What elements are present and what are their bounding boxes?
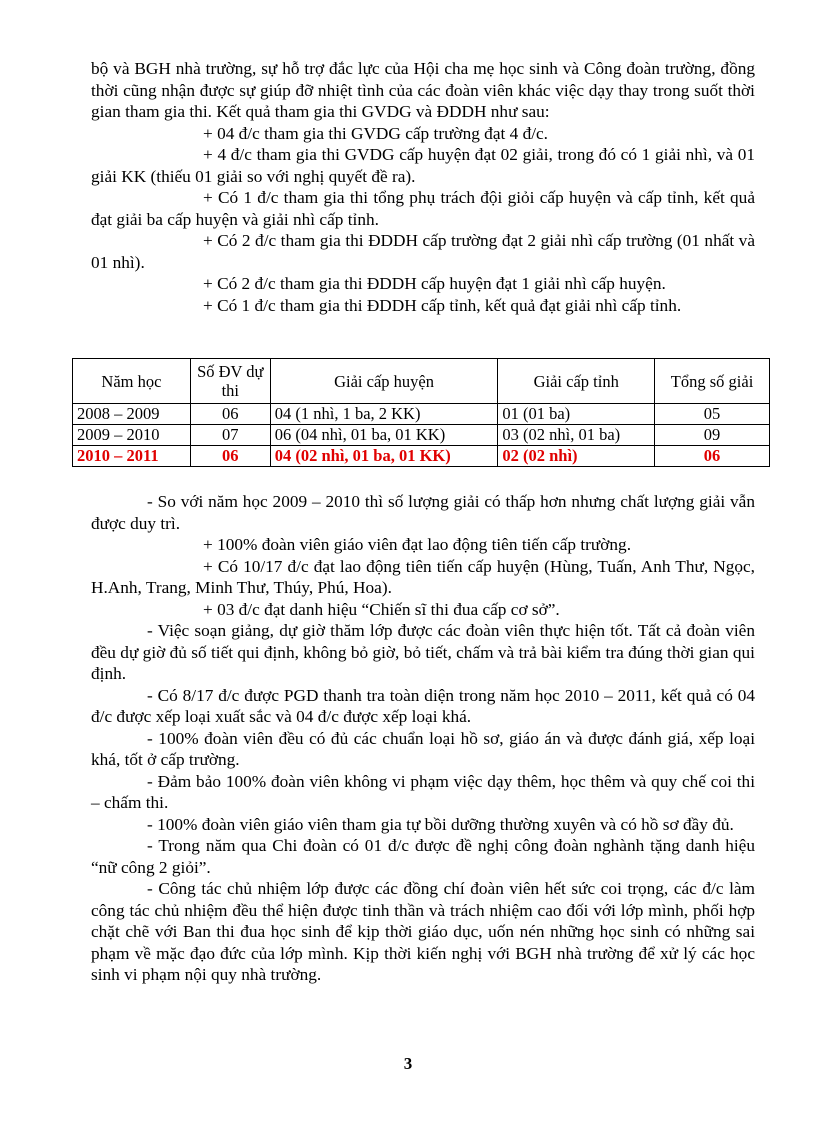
result-item: + Có 1 đ/c tham gia thi tổng phụ trách đội giỏi cấp huyện và cấp tỉnh, kết quả đạt giải ba cấp huyện và giải nhì cấp tỉnh. [91, 188, 755, 229]
paragraph: - 100% đoàn viên đều có đủ các chuẩn loại hồ sơ, giáo án và được đánh giá, xếp loại khá, tốt ở cấp trường. [91, 728, 755, 769]
table-row-highlighted [73, 446, 770, 467]
achievement-item: + Có 10/17 đ/c đạt lao động tiên tiến cấp huyện (Hùng, Tuấn, Anh Thư, Ngọc, H.Anh, Trang, Minh Thư, Thúy, Phú, Hoa). [91, 556, 755, 597]
cell-district: 04 (02 nhì, 01 ba, 01 KK) [270, 446, 498, 467]
result-item: + Có 2 đ/c tham gia thi ĐDDH cấp huyện đạt 1 giải nhì cấp huyện. [203, 274, 666, 293]
table-row [73, 425, 770, 446]
intro-section [91, 58, 755, 316]
cell-participants: 06 [190, 404, 270, 425]
header-district-awards: Giải cấp huyện [270, 359, 498, 404]
cell-province: 01 (01 ba) [498, 404, 655, 425]
table-header-row [73, 359, 770, 404]
cell-total: 09 [655, 425, 770, 446]
paragraph: - So với năm học 2009 – 2010 thì số lượng giải có thấp hơn nhưng chất lượng giải vẫn được duy trì. [91, 492, 755, 533]
cell-district: 06 (04 nhì, 01 ba, 01 KK) [270, 425, 498, 446]
paragraph: - Việc soạn giảng, dự giờ thăm lớp được các đoàn viên thực hiện tốt. Tất cả đoàn viên đều dự giờ đủ số tiết qui định, không bỏ giờ, bỏ tiết, chấm và trả bài kiểm tra đúng thời gian qui định. [91, 621, 755, 683]
header-total-awards: Tổng số giải [655, 359, 770, 404]
page-number: 3 [403, 1054, 413, 1073]
result-item: + Có 1 đ/c tham gia thi ĐDDH cấp tỉnh, kết quả đạt giải nhì cấp tỉnh. [203, 295, 682, 315]
achievement-item: + 03 đ/c đạt danh hiệu “Chiến sĩ thi đua cấp cơ sở”. [203, 599, 560, 619]
result-item: + Có 2 đ/c tham gia thi ĐDDH cấp trường đạt 2 giải nhì cấp trường (01 nhất và 01 nhì). [91, 231, 755, 272]
results-table [72, 358, 770, 467]
paragraph: - Có 8/17 đ/c được PGD thanh tra toàn diện trong năm học 2010 – 2011, kết quả có 04 đ/c được xếp loại xuất sắc và 04 đ/c được xếp loại khá. [91, 685, 755, 726]
cell-total: 06 [655, 446, 770, 467]
paragraph: - Đảm bảo 100% đoàn viên không vi phạm việc dạy thêm, học thêm và quy chế coi thi – chấm thi. [91, 771, 755, 812]
cell-year: 2010 – 2011 [73, 446, 191, 467]
header-province-awards: Giải cấp tỉnh [498, 359, 655, 404]
achievements-section [91, 491, 755, 986]
cell-district: 04 (1 nhì, 1 ba, 2 KK) [270, 404, 498, 425]
paragraph: - Công tác chủ nhiệm lớp được các đồng chí đoàn viên hết sức coi trọng, các đ/c làm công tác chủ nhiệm đều thể hiện được tinh thần và trách nhiệm cao đối với lớp mình, phối hợp chặt chẽ với Ban thi đua học sinh để kịp thời giáo dục, uốn nén những học sinh có những sai phạm về mặc đạo đức của lớp mình. Kịp thời kiến nghị với BGH nhà trường để xử lý các học sinh vi phạm nội quy nhà trường. [91, 879, 755, 984]
intro-paragraph: bộ và BGH nhà trường, sự hỗ trợ đắc lực của Hội cha mẹ học sinh và Công đoàn trường, đồng thời cũng nhận được sự giúp đỡ nhiệt tình của các đoàn viên khác việc dạy thay trong suốt thời gian tham gia thi. Kết quả tham gia thi GVDG và ĐDDH như sau: [91, 59, 755, 121]
result-item: + 04 đ/c tham gia thi GVDG cấp trường đạt 4 đ/c. [203, 123, 549, 143]
cell-participants: 07 [190, 425, 270, 446]
table-row [73, 404, 770, 425]
header-school-year: Năm học [73, 359, 191, 404]
cell-participants: 06 [190, 446, 270, 467]
cell-total: 05 [655, 404, 770, 425]
cell-province: 02 (02 nhì) [498, 446, 655, 467]
cell-year: 2008 – 2009 [73, 404, 191, 425]
achievement-item: + 100% đoàn viên giáo viên đạt lao động tiên tiến cấp trường. [203, 535, 632, 554]
cell-province: 03 (02 nhì, 01 ba) [498, 425, 655, 446]
paragraph: - Trong năm qua Chi đoàn có 01 đ/c được đề nghị công đoàn nghành tặng danh hiệu “nữ công 2 giỏi”. [91, 836, 755, 877]
header-participants: Số ĐV dự thi [190, 359, 270, 404]
paragraph: - 100% đoàn viên giáo viên tham gia tự bồi dưỡng thường xuyên và có hồ sơ đầy đủ. [147, 814, 734, 834]
result-item: + 4 đ/c tham gia thi GVDG cấp huyện đạt 02 giải, trong đó có 1 giải nhì, và 01 giải KK (thiếu 01 giải so với nghị quyết đề ra). [91, 145, 755, 186]
cell-year: 2009 – 2010 [73, 425, 191, 446]
